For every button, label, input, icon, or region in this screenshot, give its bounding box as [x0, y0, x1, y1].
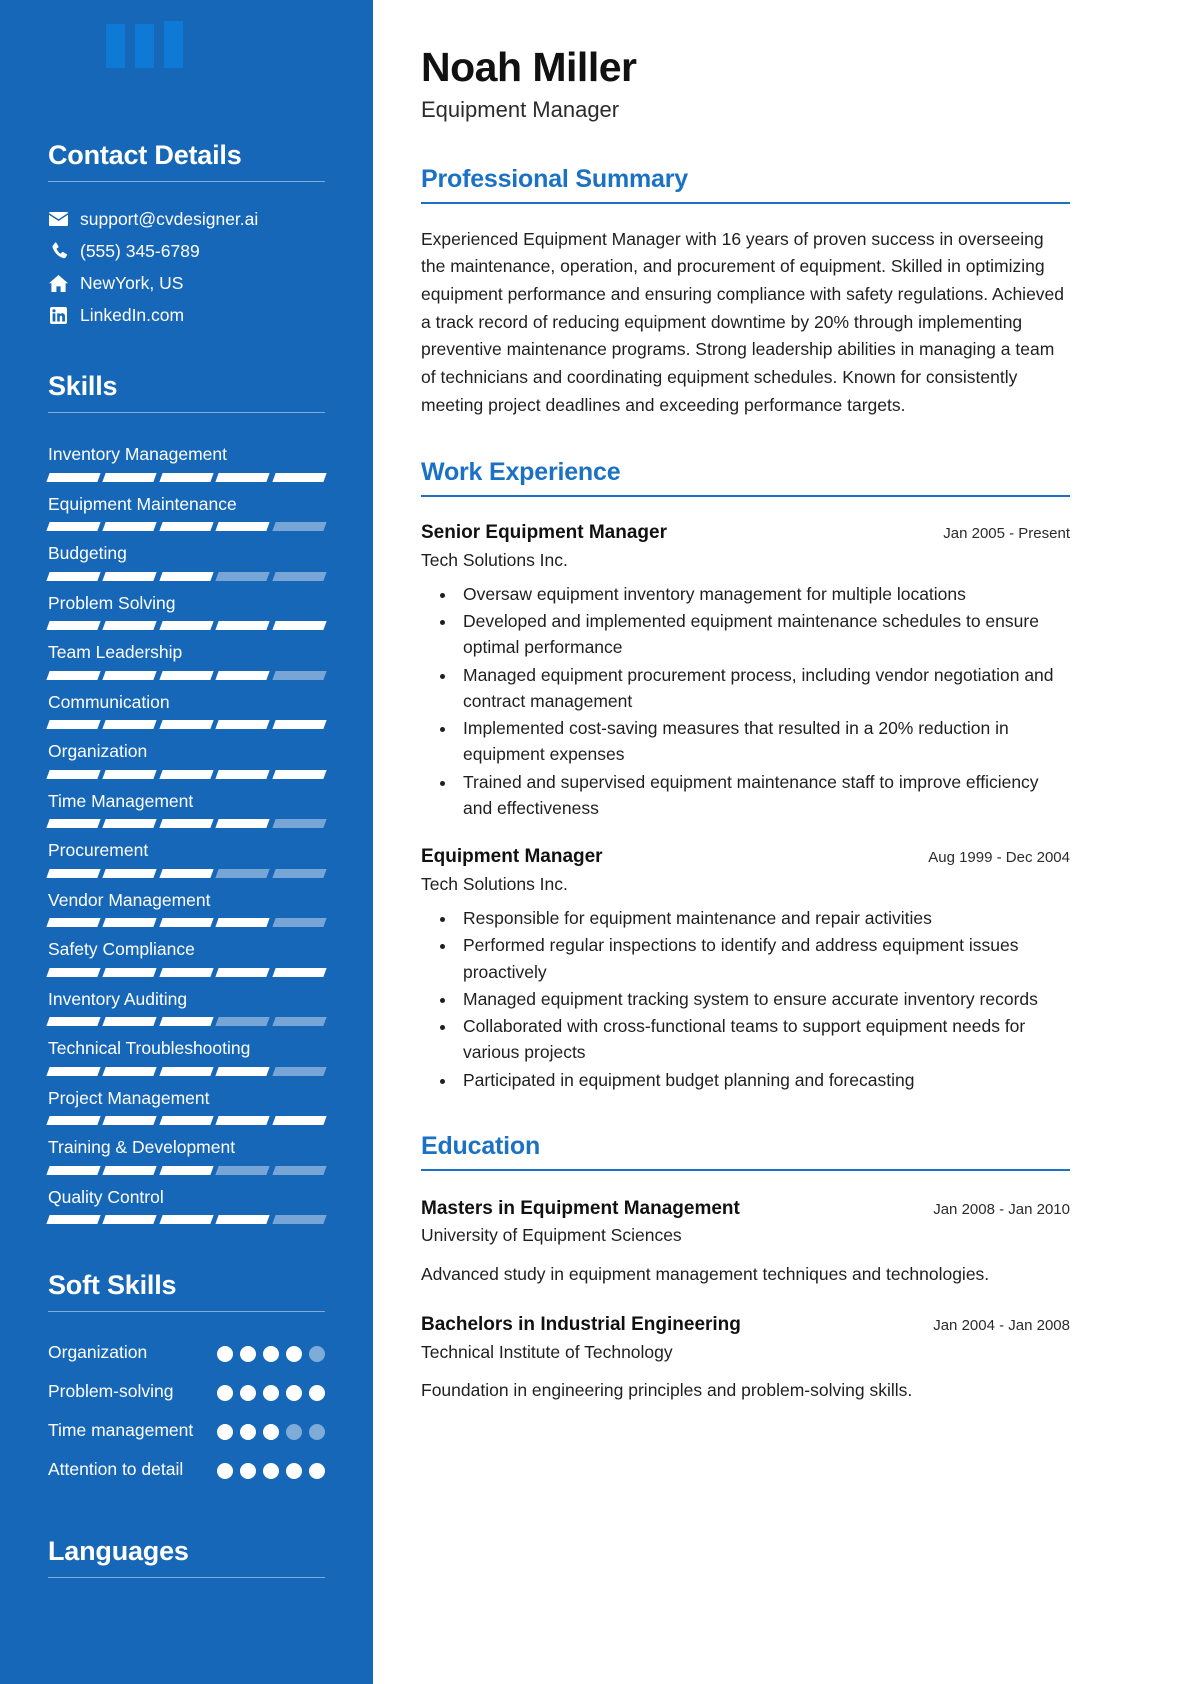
experience-date-range: Jan 2005 - Present	[943, 524, 1070, 542]
experience-bullet: • Performed regular inspections to identify and address equipment issues proactively	[457, 932, 1070, 985]
skill-item	[48, 432, 325, 482]
skill-bar-segment	[272, 869, 327, 878]
experience-bullet: • Participated in equipment budget planning and forecasting	[457, 1067, 1070, 1093]
skill-bar-segment	[216, 770, 271, 779]
skill-level-bar	[48, 819, 325, 828]
education-school: University of Equipment Sciences	[421, 1225, 682, 1246]
skill-bar-segment	[216, 1116, 271, 1125]
skill-bar-segment	[46, 473, 101, 482]
skill-bar-segment	[159, 621, 214, 630]
skill-label: Quality Control	[48, 1186, 164, 1207]
skills-heading: Skills	[48, 371, 118, 402]
skill-bar-segment	[46, 1017, 101, 1026]
skill-bar-segment	[103, 1116, 158, 1125]
skill-level-bar	[48, 720, 325, 729]
experience-job-title: Senior Equipment Manager	[421, 521, 667, 543]
skill-bar-segment	[46, 671, 101, 680]
skill-bar-segment	[159, 522, 214, 531]
home-icon	[48, 273, 68, 293]
skill-bar-segment	[159, 1116, 214, 1125]
skill-item	[48, 927, 325, 977]
skill-bar-segment	[216, 473, 271, 482]
soft-skill-row	[48, 1332, 325, 1371]
skill-bar-segment	[103, 819, 158, 828]
contact-section	[0, 140, 373, 331]
education-description: Advanced study in equipment management techniques and technologies.	[421, 1263, 990, 1284]
rating-dot	[217, 1346, 233, 1362]
rating-dot	[286, 1346, 302, 1362]
soft-skill-rating	[217, 1377, 325, 1401]
skill-label: Budgeting	[48, 543, 127, 564]
experience-job-title: Equipment Manager	[421, 846, 603, 868]
education-degree: Masters in Equipment Management	[421, 1197, 740, 1219]
skill-item	[48, 1125, 325, 1175]
skill-bar-segment	[103, 621, 158, 630]
skill-label: Team Leadership	[48, 642, 183, 663]
skill-bar-segment	[272, 770, 327, 779]
rating-dot	[309, 1385, 325, 1401]
skill-bar-segment	[216, 1215, 271, 1224]
email-icon	[48, 209, 68, 229]
skill-bar-segment	[103, 869, 158, 878]
work-experience-section	[421, 457, 1070, 1093]
experience-date-range: Aug 1999 - Dec 2004	[928, 849, 1070, 867]
logo-bar-2	[135, 24, 154, 68]
skill-bar-segment	[272, 621, 327, 630]
experience-bullet: • Oversaw equipment inventory management for multiple locations	[457, 581, 1070, 607]
skill-bar-segment	[216, 621, 271, 630]
rating-dot	[309, 1463, 325, 1479]
skills-divider	[48, 412, 325, 413]
skill-item	[48, 828, 325, 878]
skill-bar-segment	[159, 1017, 214, 1026]
skill-label: Inventory Auditing	[48, 988, 188, 1009]
work-experience-list	[421, 521, 1070, 1093]
rating-dot	[240, 1346, 256, 1362]
rating-dot	[286, 1424, 302, 1440]
skill-item	[48, 977, 325, 1027]
rating-dot	[217, 1463, 233, 1479]
candidate-name: Noah Miller	[421, 44, 637, 90]
soft-skills-list	[48, 1332, 325, 1488]
logo-bars-icon	[0, 0, 373, 68]
skill-item	[48, 779, 325, 829]
skill-bar-segment	[46, 522, 101, 531]
skill-level-bar	[48, 473, 325, 482]
contact-item-phone[interactable]	[48, 235, 325, 267]
skill-bar-segment	[46, 1116, 101, 1125]
rating-dot	[263, 1346, 279, 1362]
soft-skills-divider	[48, 1311, 325, 1312]
skill-bar-segment	[272, 522, 327, 531]
experience-company: Tech Solutions Inc.	[421, 873, 568, 894]
skill-bar-segment	[216, 720, 271, 729]
skill-label: Project Management	[48, 1087, 210, 1108]
skill-bar-segment	[272, 1067, 327, 1076]
skill-item	[48, 1076, 325, 1126]
education-section	[421, 1131, 1070, 1403]
professional-summary-divider	[421, 202, 1070, 204]
skill-level-bar	[48, 671, 325, 680]
soft-skills-heading: Soft Skills	[48, 1270, 177, 1301]
contact-item-linkedin[interactable]	[48, 299, 325, 331]
skill-level-bar	[48, 770, 325, 779]
education-entry	[421, 1197, 1070, 1287]
skill-label: Equipment Maintenance	[48, 493, 237, 514]
education-school: Technical Institute of Technology	[421, 1341, 673, 1362]
skill-bar-segment	[103, 968, 158, 977]
experience-bullet: • Developed and implemented equipment maintenance schedules to ensure optimal performance	[457, 608, 1070, 661]
skill-bar-segment	[103, 918, 158, 927]
professional-summary-heading: Professional Summary	[421, 165, 688, 194]
skills-list	[48, 432, 325, 1224]
experience-company: Tech Solutions Inc.	[421, 549, 568, 570]
skill-bar-segment	[103, 720, 158, 729]
contact-linkedin-value: LinkedIn.com	[80, 305, 185, 326]
skill-bar-segment	[46, 770, 101, 779]
rating-dot	[240, 1463, 256, 1479]
skill-bar-segment	[159, 819, 214, 828]
sidebar	[0, 0, 373, 1684]
skill-bar-segment	[46, 819, 101, 828]
skill-bar-segment	[272, 1215, 327, 1224]
skill-level-bar	[48, 1215, 325, 1224]
skill-bar-segment	[272, 819, 327, 828]
skill-bar-segment	[103, 1166, 158, 1175]
skill-bar-segment	[216, 968, 271, 977]
skill-bar-segment	[159, 770, 214, 779]
soft-skill-row	[48, 1449, 325, 1488]
experience-entry	[421, 521, 1070, 821]
logo-bar-3	[164, 21, 183, 68]
soft-skill-row	[48, 1371, 325, 1410]
contact-item-location[interactable]	[48, 267, 325, 299]
contact-item-email[interactable]	[48, 203, 325, 235]
skill-level-bar	[48, 869, 325, 878]
experience-entry	[421, 845, 1070, 1093]
skill-bar-segment	[216, 918, 271, 927]
soft-skill-rating	[217, 1416, 325, 1440]
skill-item	[48, 1175, 325, 1225]
skill-bar-segment	[272, 572, 327, 581]
skill-bar-segment	[46, 572, 101, 581]
rating-dot	[309, 1346, 325, 1362]
skill-bar-segment	[103, 1017, 158, 1026]
skill-bar-segment	[103, 1067, 158, 1076]
skill-item	[48, 680, 325, 730]
skill-bar-segment	[159, 572, 214, 581]
skill-label: Problem Solving	[48, 592, 176, 613]
skill-item	[48, 531, 325, 581]
skill-bar-segment	[272, 1116, 327, 1125]
education-entry-header	[421, 1313, 1070, 1338]
skill-bar-segment	[46, 1067, 101, 1076]
skill-bar-segment	[103, 770, 158, 779]
skill-label: Vendor Management	[48, 889, 211, 910]
rating-dot	[217, 1424, 233, 1440]
skill-bar-segment	[46, 621, 101, 630]
education-heading: Education	[421, 1131, 541, 1160]
education-description: Foundation in engineering principles and problem-solving skills.	[421, 1379, 913, 1400]
skill-item	[48, 581, 325, 631]
skill-bar-segment	[216, 671, 271, 680]
skill-label: Communication	[48, 691, 170, 712]
soft-skills-section	[0, 1270, 373, 1488]
phone-icon	[48, 241, 68, 261]
experience-bullet: • Managed equipment procurement process, including vendor negotiation and contract management	[457, 662, 1070, 715]
education-divider	[421, 1169, 1070, 1171]
skill-bar-segment	[216, 1067, 271, 1076]
skill-label: Procurement	[48, 840, 149, 861]
experience-bullet: • Responsible for equipment maintenance and repair activities	[457, 905, 1070, 931]
main-content	[373, 0, 1200, 1684]
skill-level-bar	[48, 572, 325, 581]
skill-label: Organization	[48, 741, 148, 762]
experience-bullet: • Managed equipment tracking system to ensure accurate inventory records	[457, 986, 1070, 1012]
rating-dot	[286, 1463, 302, 1479]
education-degree: Bachelors in Industrial Engineering	[421, 1313, 741, 1335]
skill-bar-segment	[216, 869, 271, 878]
skill-label: Technical Troubleshooting	[48, 1038, 251, 1059]
skill-item	[48, 1026, 325, 1076]
skill-bar-segment	[103, 671, 158, 680]
languages-heading: Languages	[48, 1536, 189, 1567]
education-date-range: Jan 2008 - Jan 2010	[933, 1200, 1070, 1218]
skill-bar-segment	[159, 671, 214, 680]
contact-list	[48, 203, 325, 331]
skill-level-bar	[48, 918, 325, 927]
skill-item	[48, 878, 325, 928]
skill-item	[48, 482, 325, 532]
rating-dot	[217, 1385, 233, 1401]
skill-bar-segment	[159, 1215, 214, 1224]
skill-bar-segment	[272, 473, 327, 482]
linkedin-icon	[48, 305, 68, 325]
skill-label: Inventory Management	[48, 444, 227, 465]
soft-skill-label: Time management	[48, 1420, 194, 1441]
skill-bar-segment	[159, 1067, 214, 1076]
education-list	[421, 1197, 1070, 1404]
skill-bar-segment	[216, 572, 271, 581]
education-entry-header	[421, 1197, 1070, 1222]
skill-bar-segment	[159, 473, 214, 482]
skill-item	[48, 630, 325, 680]
skill-bar-segment	[272, 720, 327, 729]
professional-summary-text: Experienced Equipment Manager with 16 years of proven success in overseeing the maintenance, operation, and procurement of equipment. Skilled in optimizing equipment performance and ensuring compliance with safety regulations. Achieved a track record of reducing equipment downtime by 20% through implementing preventive maintenance programs. Strong leadership abilities in managing a team of technicians and coordinating equipment schedules. Known for consistently meeting project deadlines and exceeding performance targets.	[421, 228, 1065, 415]
skill-bar-segment	[272, 671, 327, 680]
skill-bar-segment	[46, 968, 101, 977]
soft-skill-label: Attention to detail	[48, 1459, 184, 1480]
candidate-role: Equipment Manager	[421, 97, 620, 123]
skill-bar-segment	[272, 1017, 327, 1026]
skill-level-bar	[48, 1017, 325, 1026]
experience-bullet: • Implemented cost-saving measures that resulted in a 20% reduction in equipment expenses	[457, 715, 1070, 768]
skill-bar-segment	[272, 918, 327, 927]
work-experience-divider	[421, 495, 1070, 497]
rating-dot	[263, 1385, 279, 1401]
skill-bar-segment	[46, 918, 101, 927]
experience-bullet-list	[421, 905, 1070, 1093]
skill-bar-segment	[159, 1166, 214, 1175]
soft-skill-row	[48, 1410, 325, 1449]
skill-bar-segment	[103, 522, 158, 531]
skill-bar-segment	[103, 473, 158, 482]
soft-skill-rating	[217, 1338, 325, 1362]
soft-skill-rating	[217, 1455, 325, 1479]
skill-bar-segment	[216, 1017, 271, 1026]
contact-phone-value: (555) 345-6789	[80, 241, 200, 262]
skill-label: Safety Compliance	[48, 939, 195, 960]
skill-bar-segment	[46, 1166, 101, 1175]
soft-skill-label: Organization	[48, 1342, 148, 1363]
rating-dot	[240, 1424, 256, 1440]
professional-summary-section	[421, 164, 1070, 419]
skill-level-bar	[48, 1116, 325, 1125]
education-entry	[421, 1313, 1070, 1403]
contact-heading: Contact Details	[48, 140, 242, 170]
experience-entry-header	[421, 845, 1070, 870]
skill-bar-segment	[216, 522, 271, 531]
languages-divider	[48, 1577, 325, 1578]
rating-dot	[309, 1424, 325, 1440]
languages-section	[0, 1536, 373, 1578]
experience-bullet-list	[421, 581, 1070, 821]
skill-level-bar	[48, 1067, 325, 1076]
rating-dot	[263, 1463, 279, 1479]
rating-dot	[263, 1424, 279, 1440]
skill-label: Training & Development	[48, 1137, 236, 1158]
contact-email-value: support@cvdesigner.ai	[80, 209, 259, 230]
skill-label: Time Management	[48, 790, 194, 811]
skill-bar-segment	[159, 918, 214, 927]
skill-bar-segment	[103, 1215, 158, 1224]
rating-dot	[240, 1385, 256, 1401]
skill-bar-segment	[103, 572, 158, 581]
skill-bar-segment	[46, 1215, 101, 1224]
rating-dot	[286, 1385, 302, 1401]
experience-entry-header	[421, 521, 1070, 546]
contact-divider	[48, 181, 325, 182]
skill-bar-segment	[272, 1166, 327, 1175]
skill-bar-segment	[159, 869, 214, 878]
skill-bar-segment	[159, 968, 214, 977]
skill-item	[48, 729, 325, 779]
skill-level-bar	[48, 968, 325, 977]
skill-bar-segment	[46, 720, 101, 729]
soft-skill-label: Problem-solving	[48, 1381, 174, 1402]
skill-bar-segment	[216, 1166, 271, 1175]
education-date-range: Jan 2004 - Jan 2008	[933, 1316, 1070, 1334]
skill-level-bar	[48, 1166, 325, 1175]
skill-level-bar	[48, 621, 325, 630]
experience-bullet: • Trained and supervised equipment maintenance staff to improve efficiency and effectiveness	[457, 769, 1070, 822]
contact-location-value: NewYork, US	[80, 273, 184, 294]
skill-bar-segment	[159, 720, 214, 729]
skill-bar-segment	[272, 968, 327, 977]
work-experience-heading: Work Experience	[421, 458, 621, 487]
skills-section	[0, 371, 373, 1224]
logo-bar-1	[106, 24, 125, 68]
skill-bar-segment	[216, 819, 271, 828]
skill-level-bar	[48, 522, 325, 531]
skill-bar-segment	[46, 869, 101, 878]
experience-bullet: • Collaborated with cross-functional teams to support equipment needs for various projects	[457, 1013, 1070, 1066]
